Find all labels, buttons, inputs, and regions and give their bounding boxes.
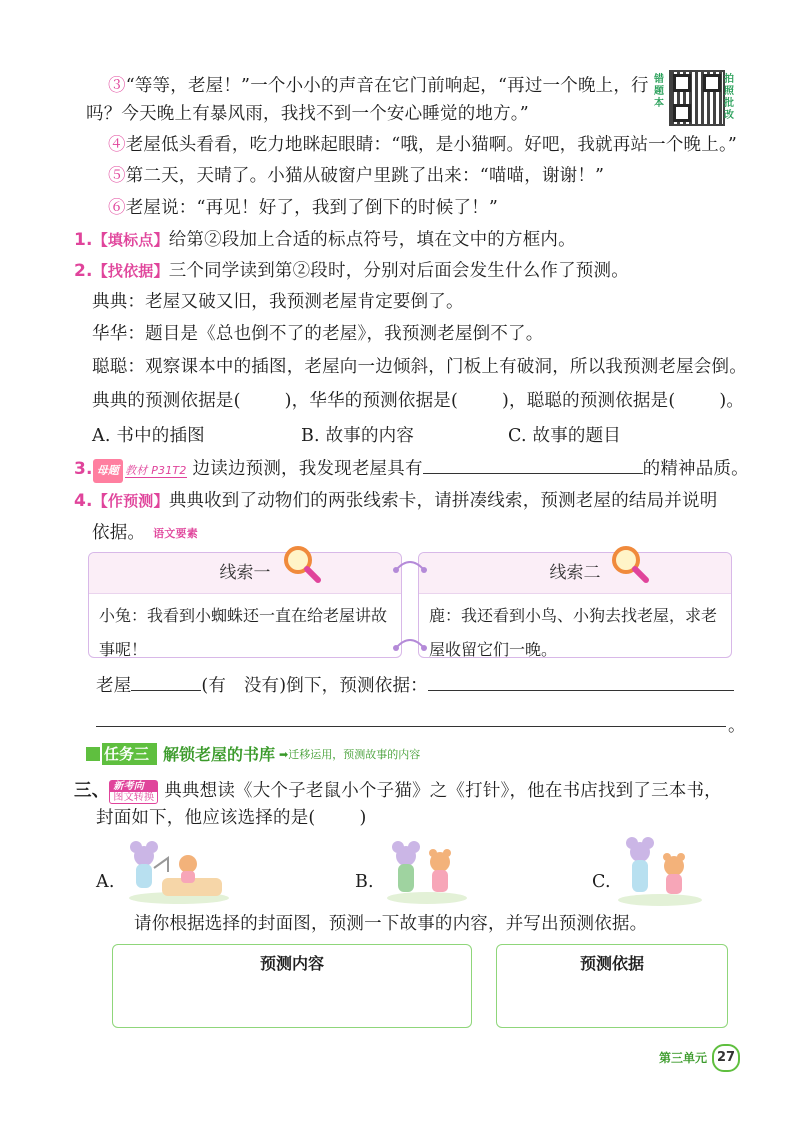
- clue-card-1: [88, 552, 402, 658]
- q4-answer-line-2[interactable]: [96, 726, 726, 727]
- story-p3-line2: 吗？今天晚上有暴风雨，我找不到一个安心睡觉的地方。”: [86, 104, 529, 124]
- mother-question-badge: 母题: [93, 459, 123, 483]
- q4-answer-row[interactable]: 老屋 (有 没有)倒下，预测依据：: [96, 674, 734, 698]
- magnifier-icon: [282, 544, 322, 584]
- q2-option-a: A. 书中的插图: [92, 426, 205, 446]
- q2-option-c: C. 故事的题目: [508, 426, 621, 446]
- clue-2-title: 线索二: [549, 563, 601, 583]
- q2-cong: 聪聪：观察课本中的插图，老屋向一边倾斜，门板上有破洞，所以我预测老屋会倒。: [92, 357, 747, 377]
- question-3[interactable]: 3. 母题 教材 P31T2 边读边预测，我发现老屋具有 的精神品质。: [74, 457, 749, 483]
- q2-dian: 典典：老屋又破又旧，我预测老屋肯定要倒了。: [92, 292, 464, 312]
- story-p6: ⑥老屋说：“再见！好了，我到了倒下的时候了！”: [108, 198, 498, 218]
- section-3-prompt: 请你根据选择的封面图，预测一下故事的内容，并写出预测依据。: [134, 914, 648, 934]
- prediction-content-box[interactable]: [112, 944, 472, 1028]
- binder-ring-icon: [390, 556, 430, 656]
- new-trend-badge: 新考向 图文转换: [109, 780, 158, 804]
- task3-subtitle: ➡迁移运用，预测故事的内容: [279, 747, 421, 761]
- clue-1-title: 线索一: [219, 563, 271, 583]
- question-1: 1.【填标点】给第②段加上合适的标点符号，填在文中的方框内。: [74, 230, 576, 250]
- prediction-basis-title: 预测依据: [579, 954, 644, 973]
- page-number: 27: [712, 1044, 740, 1072]
- section-3-line2[interactable]: 封面如下，他应该选择的是( ): [96, 808, 367, 828]
- cover-option-b-label: B.: [355, 872, 374, 892]
- question-4: 4.【作预测】典典收到了动物们的两张线索卡，请拼凑线索，预测老屋的结局并说明: [74, 491, 718, 511]
- clue-card-2: [418, 552, 732, 658]
- cover-option-a-label: A.: [96, 872, 115, 892]
- cover-b-mouse-cat-illustration[interactable]: [382, 838, 472, 904]
- clue-1-text: 小兔：我看到小蜘蛛还一直在给老屋讲故事呢！: [99, 606, 388, 659]
- cover-c-mouse-cat-illustration[interactable]: [612, 836, 708, 906]
- q2-hua: 华华：题目是《总也倒不了的老屋》，我预测老屋倒不了。: [92, 324, 544, 344]
- cover-option-c-label: C.: [592, 872, 611, 892]
- qr-right-label: 拍照批改: [724, 74, 734, 121]
- task3-label: 任务三: [102, 743, 157, 765]
- q4-end-mark: 。: [728, 716, 746, 736]
- magnifier-icon: [610, 544, 650, 584]
- task3-title: 解锁老屋的书库: [163, 745, 276, 764]
- story-p5: ⑤第二天，天晴了。小猫从破窗户里跳了出来：“喵喵，谢谢！”: [108, 166, 605, 186]
- question-4-line2: 依据。 语文要素: [92, 521, 198, 546]
- story-p3-line1: ③“等等，老屋！”一个小小的声音在它门前响起，“再过一个晚上，行: [108, 76, 649, 96]
- checkbox-icon: [84, 745, 102, 763]
- cover-a-mouse-cat-illustration[interactable]: [124, 838, 234, 904]
- q4-blank-2[interactable]: [428, 674, 734, 691]
- prediction-basis-box[interactable]: [496, 944, 728, 1028]
- q2-answer-row[interactable]: 典典的预测依据是( )，华华的预测依据是( )，聪聪的预测依据是( )。: [92, 391, 745, 411]
- clue-2-text: 鹿：我还看到小鸟、小狗去找老屋，求老屋收留它们一晚。: [429, 606, 718, 659]
- qr-code[interactable]: [669, 70, 725, 126]
- question-2: 2.【找依据】三个同学读到第②段时，分别对后面会发生什么作了预测。: [74, 261, 629, 281]
- task3-banner: [84, 742, 420, 764]
- section-3: 三、 新考向 图文转换 典典想读《大个子老鼠小个子猫》之《打针》，他在书店找到了三本书，: [74, 780, 722, 803]
- q2-option-b: B. 故事的内容: [301, 426, 415, 446]
- qr-left-label: 错题本: [654, 74, 664, 109]
- prediction-content-title: 预测内容: [259, 954, 324, 973]
- yuwen-element-badge: 语文要素: [153, 526, 198, 540]
- story-p4: ④老屋低头看看，吃力地眯起眼睛：“哦，是小猫啊。好吧，我就再站一个晚上。”: [108, 135, 738, 155]
- footer-unit: 第三单元: [659, 1051, 708, 1065]
- q4-blank-1[interactable]: [131, 674, 201, 691]
- q3-blank[interactable]: [423, 457, 643, 474]
